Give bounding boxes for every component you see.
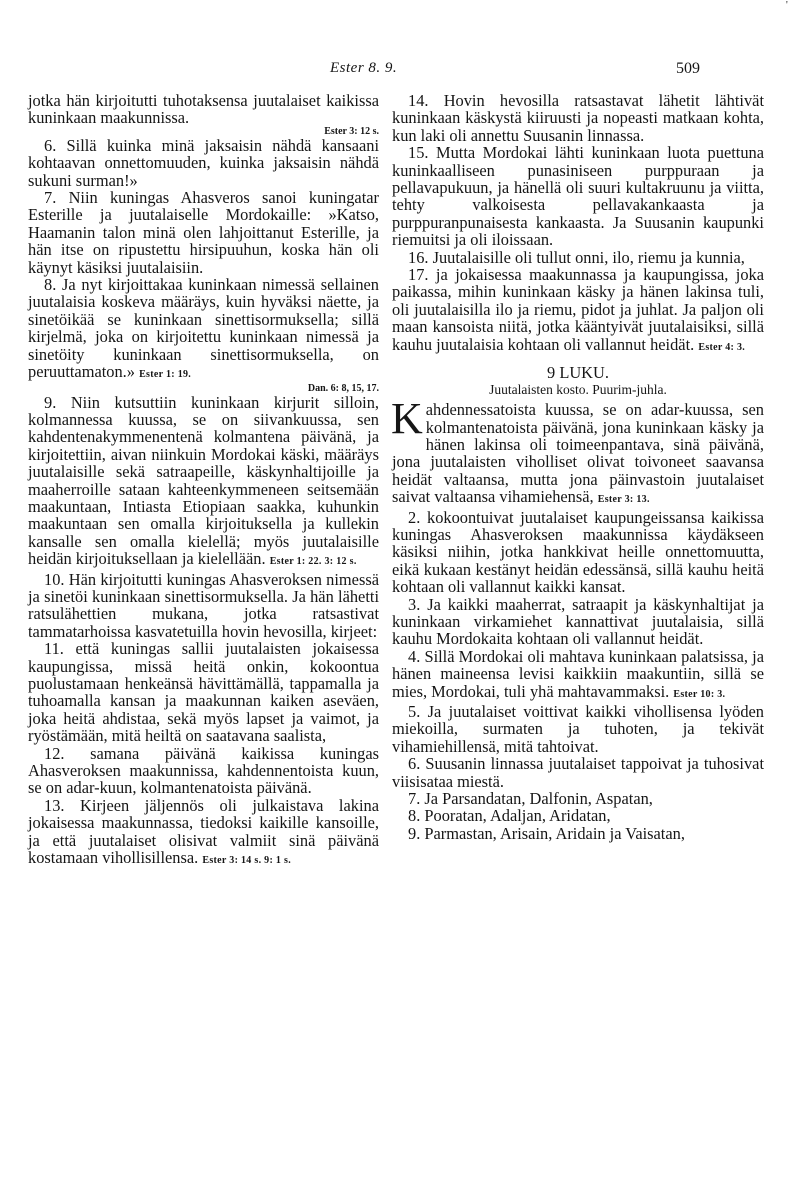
verse-continuation: jotka hän kirjoitutti tuhotaksensa juutalaiset kaikissa kuninkaan maakunnissa.: [28, 91, 379, 128]
cross-reference: Ester 4: 3.: [698, 341, 746, 353]
verse-9-text: 9. Niin kutsuttiin kuninkaan kirjurit silloin, kolmannessa kuussa, se on siivankuussa, sen kahdentenakymmenentenä kolmantena päivänä, ja kirjoitettiin, aivan niinkuin Mordokai käski, määräys juutalaisille sekä satraapeille, käskynhaltijoille ja maaherroille sataan kahteenkymmeneen seitsemään maakuntaan, Intiasta Etiopiaan saakka, kuhunkin maakuntaan sen omalla kirjoituksella ja kullekin kansalle sen omalla kielellä; myös juutalaisille heidän kirjoituksellaan ja kielellään.: [28, 392, 379, 569]
cross-reference: Dan. 6: 8, 15, 17.: [307, 382, 379, 394]
verse-10: 10. Hän kirjoitutti kuningas Ahasveroksen nimessä ja sinetöi kuninkaan sinettisormuksella. Ja hän lähetti ratsulähettien mukana, jotka ratsastivat tammatarhoissa kasvatetuilla hovin hevosilla, kirjeet:: [28, 569, 379, 641]
chapter-9-verse-3: 3. Ja kaikki maaherrat, satraapit ja käskynhaltijat ja kuninkaan virkamiehet kannattivat juutalaisia, sillä kauhu Mordokaita kohtaan oli vallannut heidät.: [392, 594, 764, 649]
chapter-9-verse-2: 2. kokoontuivat juutalaiset kaupungeissansa kaikissa kuningas Ahasveroksen maakunnissa käydäkseen käsiksi niihin, jotka hankkivat heille onnettomuutta, eikä kukaan kestänyt heidän edessänsä, sillä kauhu heitä kohtaan oli vallannut kaikki kansat.: [392, 507, 764, 597]
verse-12: 12. samana päivänä kaikissa kuningas Ahasveroksen maakunnissa, kahdennentoista kuun, se on adar-kuun, kolmantenatoista päivänä.: [28, 743, 379, 798]
cross-reference: Ester 10: 3.: [673, 688, 726, 700]
verse-17: [392, 266, 764, 356]
verse-13: [28, 797, 379, 870]
chapter-9-verse-1-text: ahdennessatoista kuussa, se on adar-kuussa, sen kolmantenatoista päivänä, jona kuninkaan käsky ja hänen lakinsa oli toimeenpantava, sinä päivänä, jona juutalaisten viholliset olivat toivoneet saavansa heidät valtaansa, mutta jona päinvastoin juutalaiset saivat valtaansa vihamiehensä,: [392, 400, 764, 507]
chapter-heading: 9 LUKU.: [547, 363, 609, 383]
verse-9: [28, 394, 379, 571]
chapter-9-verse-6: 6. Suusanin linnassa juutalaiset tappoivat ja tuhosivat viisisataa miestä.: [392, 754, 764, 791]
verse-17-text: 17. ja jokaisessa maakunnassa ja kaupungissa, joka paikassa, mihin kuninkaan käsky ja hänen lakinsa tuli, oli juutalaisilla ilo ja riemu, pidot ja juhlat. Ja paljon oli maan kansoista niitä, jotka kääntyivät juutalaisiksi, sillä kauhu juutalaisia kohtaan oli vallannut heidät.: [392, 265, 764, 354]
verse-16: 16. Juutalaisille oli tullut onni, ilo, riemu ja kunnia,: [408, 247, 745, 267]
chapter-9-verse-7: 7. Ja Parsandatan, Dalfonin, Aspatan,: [408, 789, 653, 809]
chapter-9-verse-9: 9. Parmastan, Arisain, Aridain ja Vaisatan,: [408, 823, 685, 843]
cross-reference: Ester 3: 13.: [597, 494, 650, 506]
verse-15: 15. Mutta Mordokai lähti kuninkaan luota puettuna kuninkaalliseen punasiniseen purppuraan ja pellavapukuun, ja hänellä oli suuri kultakruunu ja viitta, tehty valkoisesta pellavakankaasta ja purppuranpunaisesta kankaasta. Ja Suusanin kaupunki riemuitsi ja oli iloissaan.: [392, 143, 764, 250]
chapter-9-verse-4-text: 4. Sillä Mordokai oli mahtava kuninkaan palatsissa, ja hänen maineensa levisi kaikkiin maakuntiin, sillä se mies, Mordokai, tuli yhä mahtavammaksi.: [392, 646, 764, 701]
cross-reference: Ester 3: 14 s. 9: 1 s.: [202, 855, 292, 867]
verse-11: 11. että kuningas sallii juutalaisten jokaisessa kaupungissa, missä heitä onkin, kokoontua puolustamaan henkeänsä hävittämällä, tappamalla ja tuhoamalla kansan ja maakunnan kaiken aseväen, joka heitä ahdistaa, sekä myös lapset ja vaimot, ja ryöstämään, mitä heiltä on saatavana saalista,: [28, 639, 379, 746]
right-column: [392, 92, 764, 842]
cross-reference: Ester 1: 22. 3: 12 s.: [269, 556, 357, 568]
chapter-subtitle: Juutalaisten kosto. Puurim-juhla.: [489, 382, 667, 398]
chapter-9-verse-8: 8. Pooratan, Adaljan, Aridatan,: [408, 806, 611, 826]
cross-reference: Ester 3: 12 s.: [324, 125, 379, 137]
left-column: [28, 92, 379, 869]
verse-13-text: 13. Kirjeen jäljennös oli julkaistava lakina jokaisessa maakunnassa, tiedoksi kaikille kansoille, ja että juutalaiset olisivat valmiit sinä päivänä kostamaan vihollisillensa.: [28, 795, 379, 868]
verse-6: 6. Sillä kuinka minä jaksaisin nähdä kansaani kohtaavan onnettomuuden, kuinka jaksaisin nähdä sukuni surman!»: [28, 135, 379, 190]
running-title: Ester 8. 9.: [330, 60, 398, 76]
verse-14: 14. Hovin hevosilla ratsastavat lähetit lähtivät kuninkaan käskystä kiiruusti ja nopeasti matkaan kohta, kun laki oli annettu Suusanin linnassa.: [392, 91, 764, 145]
chapter-9-verse-5: 5. Ja juutalaiset voittivat kaikki vihollisensa lyöden miekoilla, surmaten ja tuhoten, ja tekivät vihamiehillensä, mitä tahtoivat.: [392, 702, 764, 756]
verse-8-text: 8. Ja nyt kirjoittakaa kuninkaan nimessä sellainen juutalaisia koskeva määräys, kuin hyväksi näette, ja sinetöikää se kuninkaan sinettisormuksella; sillä kirjelmä, joka on kirjoitettu kuninkaan nimessä ja sinetöity kuninkaan sinettisormuksella, on peruuttamaton.»: [28, 275, 379, 382]
corner-mark: ': [786, 0, 788, 11]
chapter-9-verse-1: [391, 394, 764, 508]
verse-7: 7. Niin kuningas Ahasveros sanoi kuningatar Esterille ja juutalaiselle Mordokaille: »Katso, Haamanin talon minä olen lahjoittanut Esterille, ja hän itse on ripustettu hirsipuuhun, koska hän oli käynyt käsiksi juutalaisiin.: [28, 188, 379, 277]
cross-reference: Ester 1: 19.: [139, 369, 192, 381]
verse-8: [28, 276, 379, 383]
drop-cap: K: [391, 394, 423, 444]
page-number: 509: [676, 60, 700, 77]
chapter-9-verse-4: [392, 648, 764, 703]
